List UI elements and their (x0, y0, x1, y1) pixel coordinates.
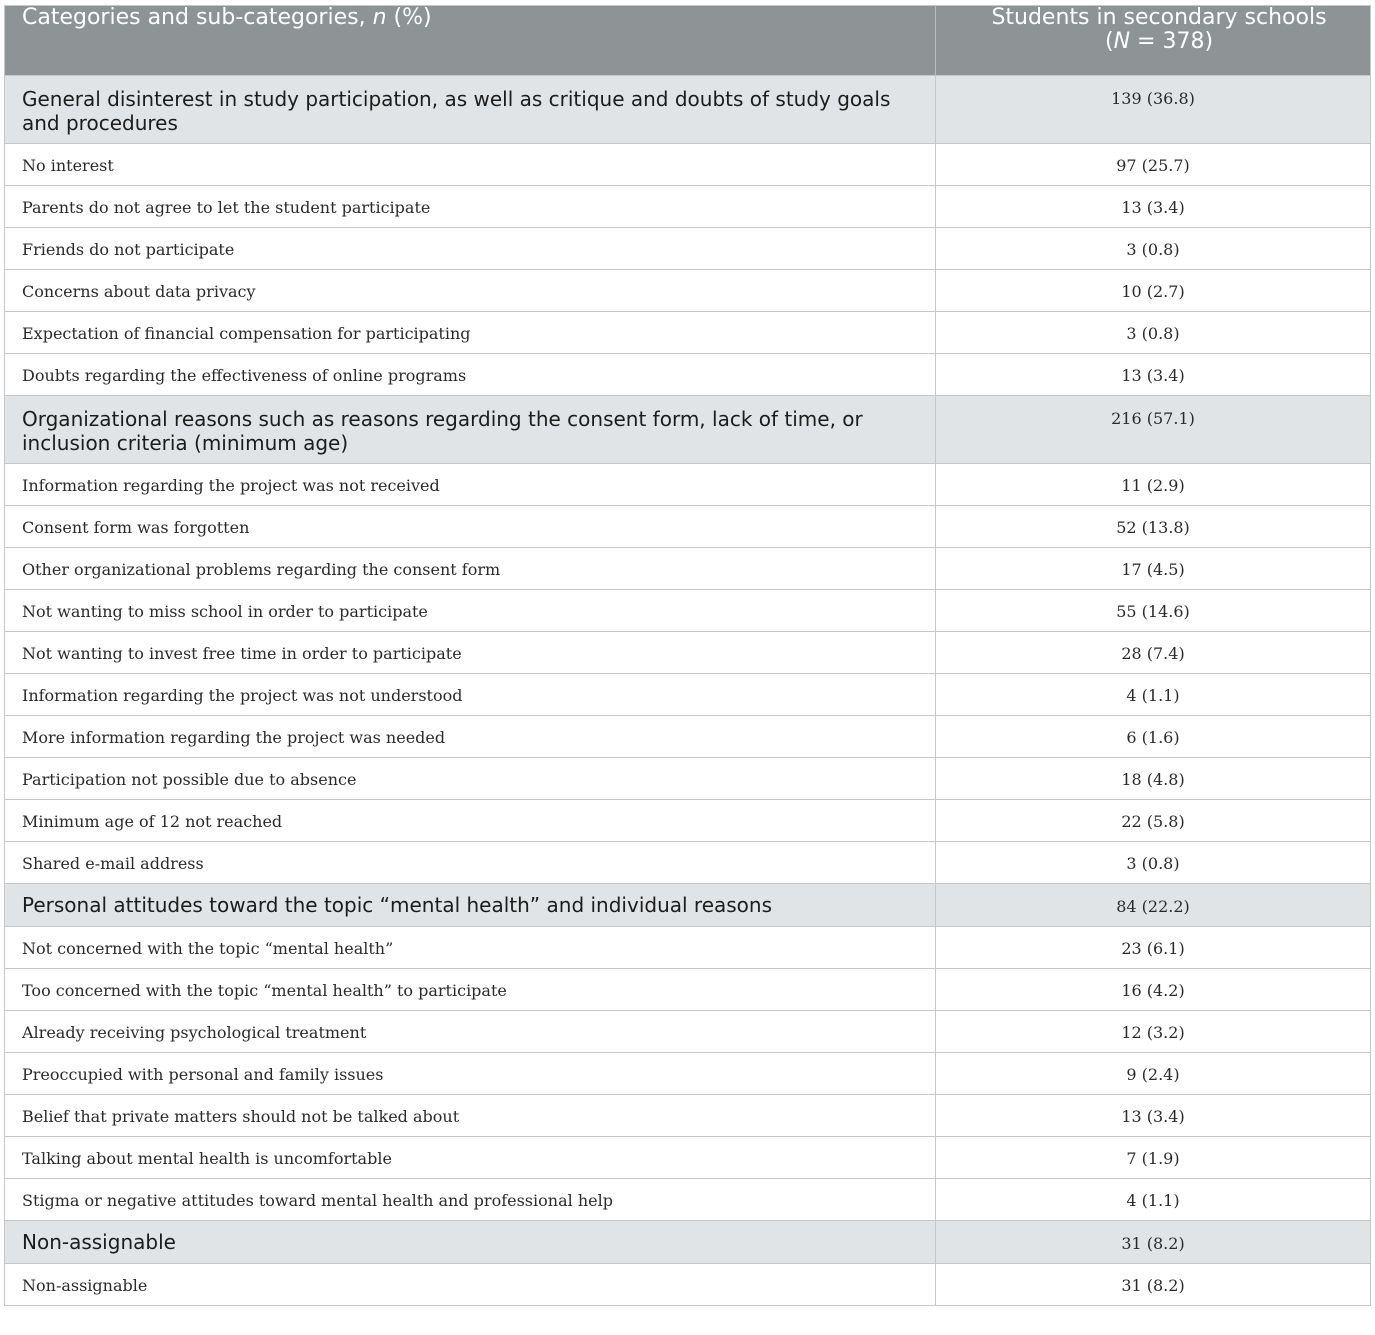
subcategory-row (5, 716, 1371, 758)
subcategory-label: Minimum age of 12 not reached (5, 800, 936, 842)
results-table (4, 5, 1371, 1306)
subcategory-value: 4 (1.1) (936, 674, 1371, 716)
subcategory-value: 31 (8.2) (936, 1264, 1371, 1306)
subcategory-label: Shared e-mail address (5, 842, 936, 884)
category-label: Personal attitudes toward the topic “mental health” and individual reasons (5, 884, 936, 927)
subcategory-row (5, 1264, 1371, 1306)
subcategory-label: Too concerned with the topic “mental health” to participate (5, 969, 936, 1011)
subcategory-label: Stigma or negative attitudes toward mental health and professional help (5, 1179, 936, 1221)
subcategory-row (5, 354, 1371, 396)
subcategory-label: Non-assignable (5, 1264, 936, 1306)
subcategory-label: Consent form was forgotten (5, 506, 936, 548)
category-value: 31 (8.2) (936, 1221, 1371, 1264)
subcategory-value: 10 (2.7) (936, 270, 1371, 312)
subcategory-label: Not concerned with the topic “mental health” (5, 927, 936, 969)
subcategory-row (5, 186, 1371, 228)
subcategory-value: 97 (25.7) (936, 144, 1371, 186)
subcategory-value: 9 (2.4) (936, 1053, 1371, 1095)
subcategory-value: 55 (14.6) (936, 590, 1371, 632)
subcategory-row (5, 1053, 1371, 1095)
header-categories: Categories and sub-categories, n (%) (5, 6, 936, 76)
subcategory-label: Preoccupied with personal and family issues (5, 1053, 936, 1095)
subcategory-row (5, 1137, 1371, 1179)
category-row (5, 76, 1371, 144)
subcategory-label: Information regarding the project was not received (5, 464, 936, 506)
subcategory-value: 22 (5.8) (936, 800, 1371, 842)
subcategory-value: 6 (1.6) (936, 716, 1371, 758)
subcategory-row (5, 927, 1371, 969)
subcategory-row (5, 1011, 1371, 1053)
category-row (5, 396, 1371, 464)
subcategory-row (5, 590, 1371, 632)
table-header-row (5, 6, 1371, 76)
subcategory-value: 52 (13.8) (936, 506, 1371, 548)
subcategory-label: No interest (5, 144, 936, 186)
subcategory-value: 16 (4.2) (936, 969, 1371, 1011)
subcategory-row (5, 464, 1371, 506)
subcategory-label: Talking about mental health is uncomfortable (5, 1137, 936, 1179)
subcategory-label: Other organizational problems regarding the consent form (5, 548, 936, 590)
category-label: Organizational reasons such as reasons regarding the consent form, lack of time, or inclusion criteria (minimum age) (5, 396, 936, 464)
subcategory-label: Doubts regarding the effectiveness of online programs (5, 354, 936, 396)
subcategory-row (5, 842, 1371, 884)
subcategory-row (5, 1179, 1371, 1221)
subcategory-row (5, 969, 1371, 1011)
subcategory-row (5, 1095, 1371, 1137)
subcategory-label: Friends do not participate (5, 228, 936, 270)
subcategory-value: 18 (4.8) (936, 758, 1371, 800)
subcategory-row (5, 228, 1371, 270)
subcategory-value: 7 (1.9) (936, 1137, 1371, 1179)
header-students: Students in secondary schools (N = 378) (936, 6, 1371, 76)
subcategory-value: 17 (4.5) (936, 548, 1371, 590)
subcategory-value: 13 (3.4) (936, 186, 1371, 228)
subcategory-value: 11 (2.9) (936, 464, 1371, 506)
table-body (5, 76, 1371, 1306)
subcategory-row (5, 144, 1371, 186)
category-label: General disinterest in study participation, as well as critique and doubts of study goals and procedures (5, 76, 936, 144)
subcategory-label: Belief that private matters should not be talked about (5, 1095, 936, 1137)
subcategory-row (5, 674, 1371, 716)
subcategory-label: Not wanting to miss school in order to participate (5, 590, 936, 632)
subcategory-value: 13 (3.4) (936, 354, 1371, 396)
subcategory-row (5, 632, 1371, 674)
category-label: Non-assignable (5, 1221, 936, 1264)
subcategory-value: 23 (6.1) (936, 927, 1371, 969)
subcategory-label: Parents do not agree to let the student participate (5, 186, 936, 228)
subcategory-label: More information regarding the project was needed (5, 716, 936, 758)
subcategory-value: 13 (3.4) (936, 1095, 1371, 1137)
subcategory-row (5, 800, 1371, 842)
subcategory-value: 28 (7.4) (936, 632, 1371, 674)
subcategory-value: 3 (0.8) (936, 312, 1371, 354)
category-row (5, 1221, 1371, 1264)
subcategory-label: Not wanting to invest free time in order to participate (5, 632, 936, 674)
subcategory-value: 3 (0.8) (936, 228, 1371, 270)
subcategory-value: 4 (1.1) (936, 1179, 1371, 1221)
subcategory-row (5, 506, 1371, 548)
subcategory-row (5, 312, 1371, 354)
subcategory-label: Already receiving psychological treatment (5, 1011, 936, 1053)
subcategory-row (5, 758, 1371, 800)
category-value: 84 (22.2) (936, 884, 1371, 927)
category-value: 139 (36.8) (936, 76, 1371, 144)
subcategory-value: 3 (0.8) (936, 842, 1371, 884)
subcategory-label: Expectation of financial compensation for participating (5, 312, 936, 354)
subcategory-label: Concerns about data privacy (5, 270, 936, 312)
subcategory-label: Information regarding the project was not understood (5, 674, 936, 716)
subcategory-row (5, 270, 1371, 312)
subcategory-label: Participation not possible due to absence (5, 758, 936, 800)
category-row (5, 884, 1371, 927)
subcategory-row (5, 548, 1371, 590)
subcategory-value: 12 (3.2) (936, 1011, 1371, 1053)
category-value: 216 (57.1) (936, 396, 1371, 464)
